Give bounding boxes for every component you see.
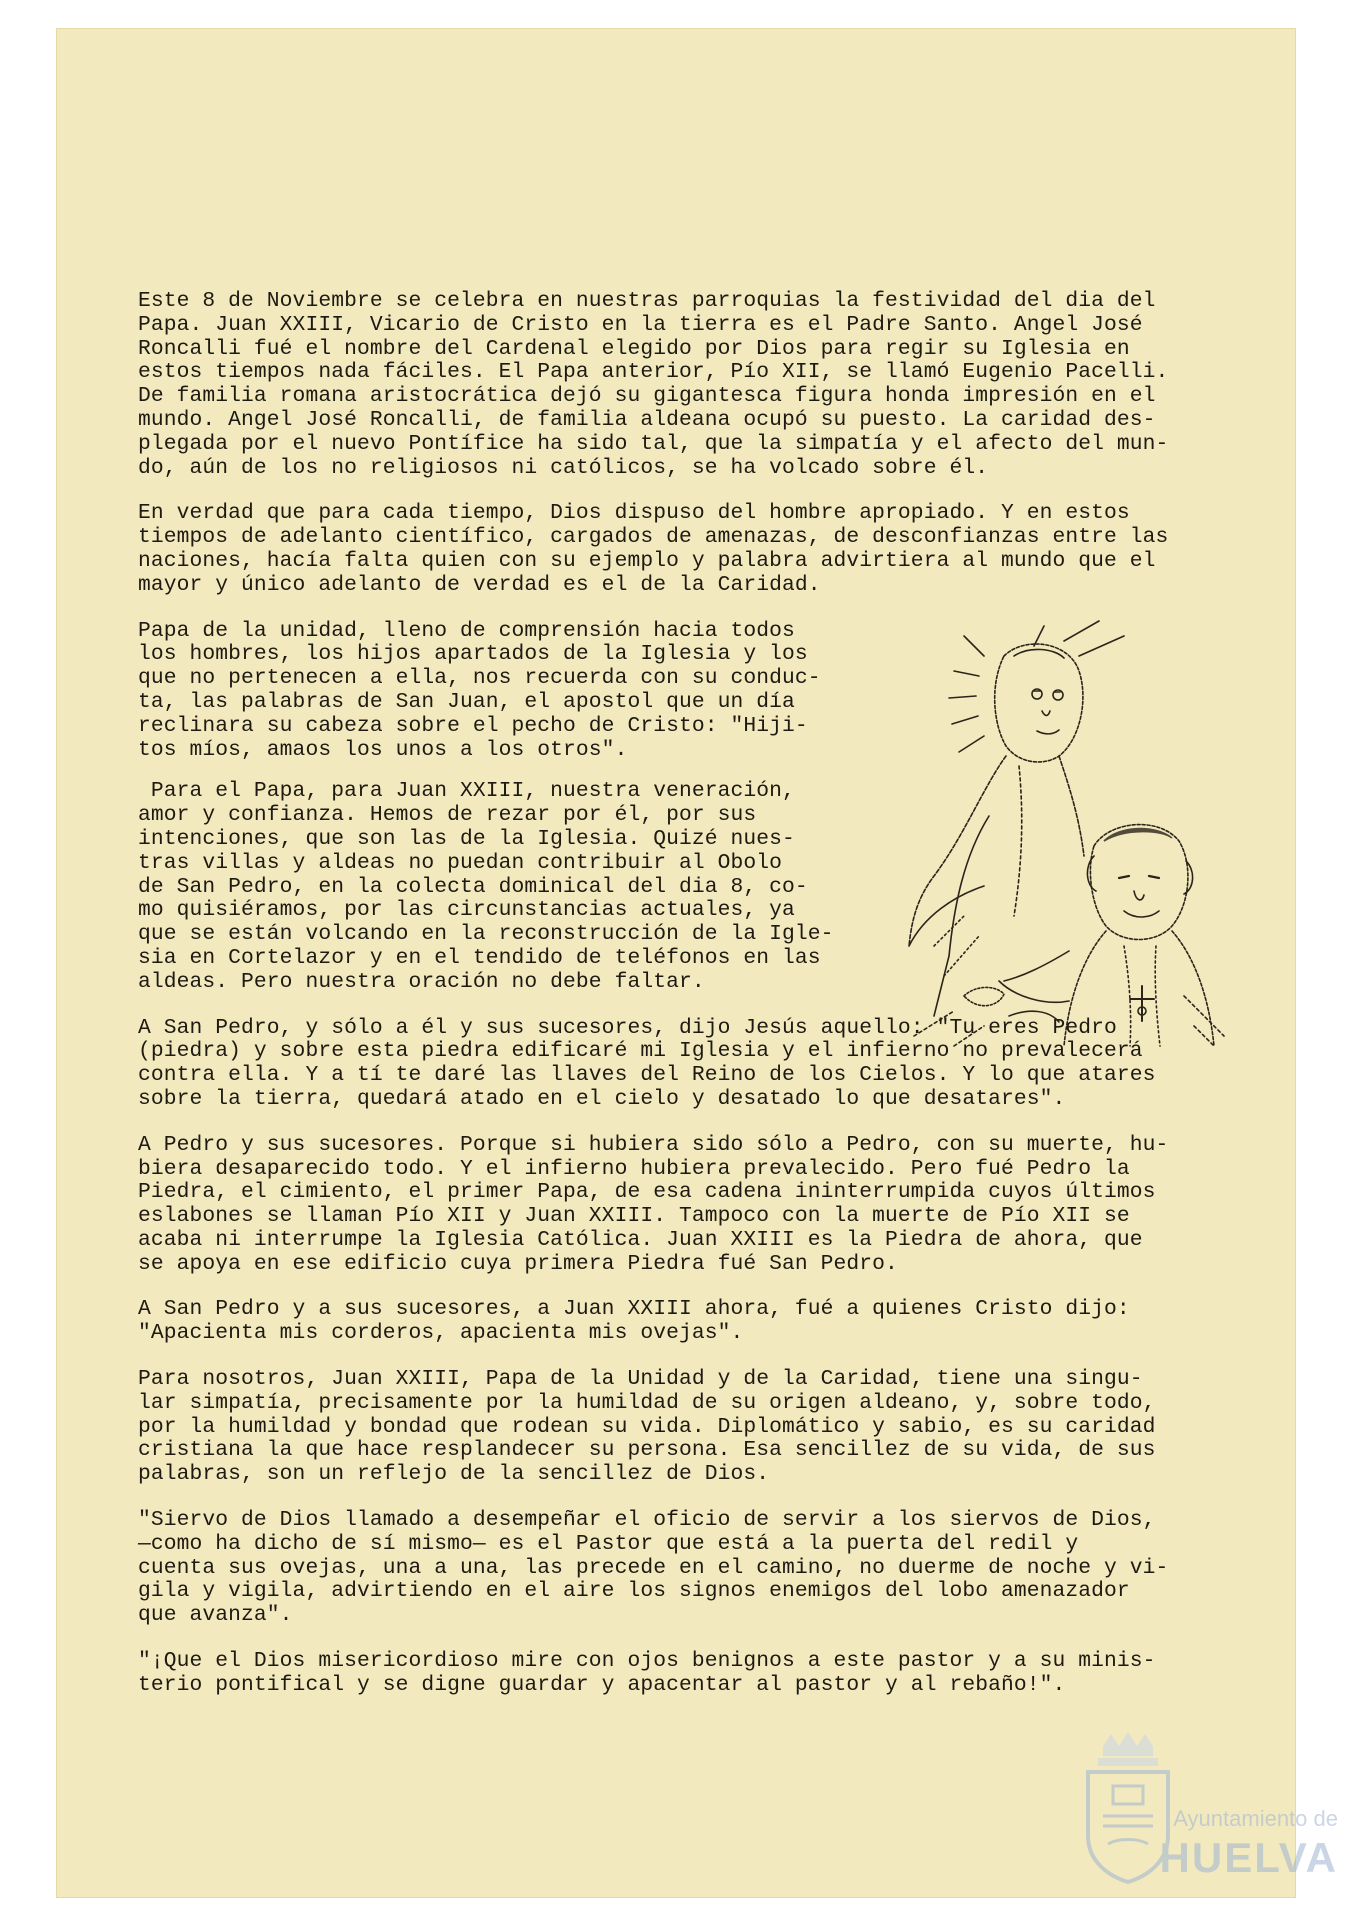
text-line: terio pontifical y se digne guardar y apacentar al pastor y al rebaño!". — [138, 1672, 1066, 1697]
paragraph-p7 — [138, 1298, 1238, 1346]
text-line: Este 8 de Noviembre se celebra en nuestras parroquias la festividad del dia del — [138, 289, 1156, 313]
ayuntamiento-huelva-watermark — [1068, 1726, 1348, 1886]
watermark-line-1: Ayuntamiento de — [1173, 1806, 1338, 1831]
text-line: A Pedro y sus sucesores. Porque si hubiera sido sólo a Pedro, con su muerte, hu- — [138, 1132, 1169, 1157]
text-line: plegada por el nuevo Pontífice ha sido tal, que la simpatía y el afecto del mun- — [138, 431, 1169, 456]
text-line: que se están volcando en la reconstrucción de la Igle- — [138, 922, 834, 947]
paragraph-gap — [138, 1346, 1238, 1368]
paragraph-p10 — [138, 1650, 1238, 1698]
text-line: cuenta sus ovejas, una a una, las precede en el camino, no duerme de noche y vi- — [138, 1555, 1169, 1580]
text-line: eslabones se llaman Pío XII y Juan XXIII. Tampoco con la muerte de Pío XII se — [138, 1204, 1130, 1229]
text-line: aldeas. Pero nuestra oración no debe faltar. — [138, 969, 705, 994]
text-line: mundo. Angel José Roncalli, de familia aldeana ocupó su puesto. La caridad des- — [138, 407, 1156, 432]
text-line: —como ha dicho de sí mismo— es el Pastor que está a la puerta del redil y — [138, 1531, 1079, 1556]
paragraph-gap — [138, 1487, 1238, 1509]
sketch-two-popes-icon — [894, 616, 1294, 1056]
text-line: (piedra) y sobre esta piedra edificaré mi Iglesia y el infierno no prevalecerá — [138, 1039, 1143, 1064]
text-line: Papa. Juan XXIII, Vicario de Cristo en la tierra es el Padre Santo. Angel José — [138, 312, 1143, 337]
text-line: ta, las palabras de San Juan, el apostol que un día — [138, 689, 795, 714]
text-line: "Apacienta mis corderos, apacienta mis ovejas". — [138, 1321, 744, 1346]
text-line: que no pertenecen a ella, nos recuerda con su conduc- — [138, 666, 821, 691]
text-line: "Siervo de Dios llamado a desempeñar el oficio de servir a los siervos de Dios, — [138, 1508, 1156, 1533]
paragraph-gap — [138, 1628, 1238, 1650]
text-line: A San Pedro, y sólo a él y sus sucesores, dijo Jesús aquello: "Tu eres Pedro — [138, 1015, 1117, 1040]
text-line: por la humildad y bondad que rodean su vida. Diplomático y sabio, es su caridad — [138, 1414, 1156, 1439]
text-line: sobre la tierra, quedará atado en el cielo y desatado lo que desatares". — [138, 1086, 1066, 1111]
text-line: de San Pedro, en la colecta dominical del dia 8, co- — [138, 874, 808, 899]
paragraph-p8 — [138, 1368, 1238, 1487]
text-line: En verdad que para cada tiempo, Dios dispuso del hombre apropiado. Y en estos — [138, 501, 1130, 526]
paragraph-gap — [138, 1276, 1238, 1298]
paper-sheet — [56, 28, 1338, 1898]
text-line: sia en Cortelazor y en el tendido de teléfonos en las — [138, 945, 821, 970]
text-line: Piedra, el cimiento, el primer Papa, de esa cadena ininterrumpida cuyos últimos — [138, 1180, 1156, 1205]
text-line: palabras, son un reflejo de la sencillez de Dios. — [138, 1462, 770, 1487]
text-line: Roncalli fué el nombre del Cardenal elegido por Dios para regir su Iglesia en — [138, 336, 1130, 361]
text-line: mayor y único adelanto de verdad es el de la Caridad. — [138, 572, 821, 597]
paragraph-p9 — [138, 1509, 1238, 1628]
text-line: A San Pedro y a sus sucesores, a Juan XXIII ahora, fué a quienes Cristo dijo: — [138, 1297, 1130, 1322]
text-line: Para el Papa, para Juan XXIII, nuestra veneración, — [138, 779, 795, 804]
text-line: se apoya en ese edificio cuya primera Piedra fué San Pedro. — [138, 1251, 898, 1276]
text-line: lar simpatía, precisamente por la humildad de su origen aldeano, y, sobre todo, — [138, 1390, 1156, 1415]
paragraph-gap — [138, 1112, 1238, 1134]
text-line: De familia romana aristocrática dejó su gigantesca figura honda impresión en el — [138, 384, 1156, 409]
text-line: Papa de la unidad, lleno de comprensión hacia todos — [138, 618, 795, 643]
text-line: do, aún de los no religiosos ni católicos, se ha volcado sobre él. — [138, 455, 989, 480]
text-line: naciones, hacía falta quien con su ejemplo y palabra advirtiera al mundo que el — [138, 548, 1156, 573]
text-line: que avanza". — [138, 1603, 293, 1628]
text-line: biera desaparecido todo. Y el infierno hubiera prevalecido. Pero fué Pedro la — [138, 1156, 1130, 1181]
text-line: los hombres, los hijos apartados de la Iglesia y los — [138, 642, 808, 667]
watermark-line-2: HUELVA — [1159, 1834, 1338, 1881]
paragraph-p6 — [138, 1134, 1238, 1277]
text-line: gila y vigila, advirtiendo en el aire los signos enemigos del lobo amenazador — [138, 1579, 1130, 1604]
text-line: tos míos, amaos los unos a los otros". — [138, 737, 628, 762]
text-line: mo quisiéramos, por las circunstancias actuales, ya — [138, 898, 795, 923]
text-line: contra ella. Y a tí te daré las llaves del Reino de los Cielos. Y lo que atares — [138, 1063, 1156, 1088]
paragraph-p1 — [138, 290, 1238, 480]
text-line: "¡Que el Dios misericordioso mire con ojos benignos a este pastor y a su minis- — [138, 1649, 1156, 1674]
text-line: intenciones, que son las de la Iglesia. Quizé nues- — [138, 826, 795, 851]
ray — [1034, 626, 1044, 646]
text-line: acaba ni interrumpe la Iglesia Católica. Juan XXIII es la Piedra de ahora, que — [138, 1227, 1143, 1252]
text-line: cristiana la que hace resplandecer su persona. Esa sencillez de su vida, de sus — [138, 1438, 1156, 1463]
text-line: tiempos de adelanto científico, cargados de amenazas, de desconfianzas entre las — [138, 525, 1169, 550]
text-line: Para nosotros, Juan XXIII, Papa de la Unidad y de la Caridad, tiene una singu- — [138, 1367, 1143, 1392]
text-line: amor y confianza. Hemos de rezar por él, por sus — [138, 803, 757, 828]
text-line: tras villas y aldeas no puedan contribuir al Obolo — [138, 850, 783, 875]
paragraph-gap — [138, 480, 1238, 502]
text-line: estos tiempos nada fáciles. El Papa anterior, Pío XII, se llamó Eugenio Pacelli. — [138, 360, 1169, 385]
text-line: reclinara su cabeza sobre el pecho de Cristo: "Hiji- — [138, 713, 808, 738]
paragraph-p2 — [138, 502, 1238, 597]
